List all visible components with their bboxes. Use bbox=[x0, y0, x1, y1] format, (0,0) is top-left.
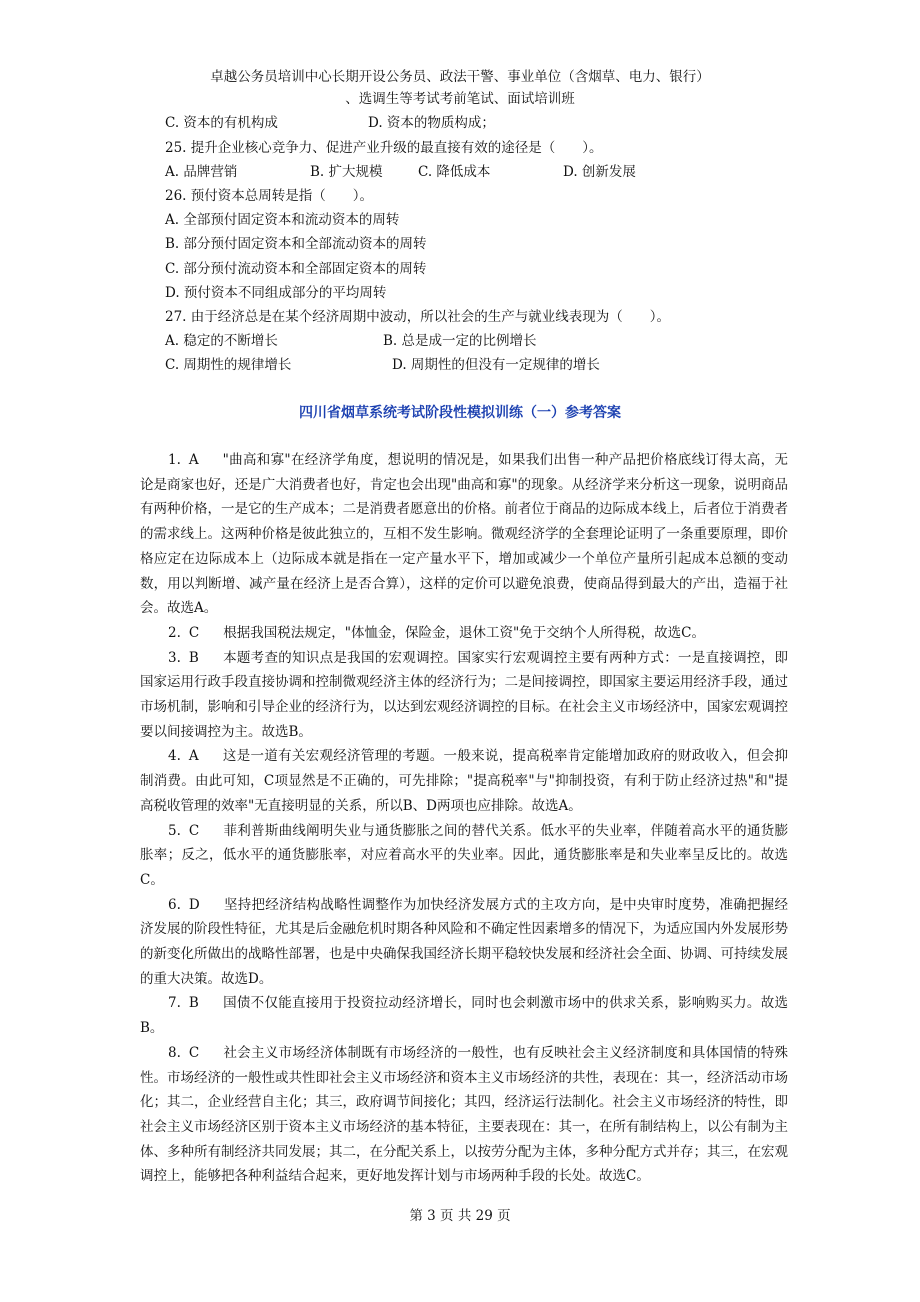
header-line-2: 、选调生等考试考前笔试、面试培训班 bbox=[345, 91, 575, 107]
q25-stem: 25. 提升企业核心竞争力、促进产业升级的最直接有效的途径是（ ）。 bbox=[165, 140, 603, 156]
answer-item: 2. C 根据我国税法规定，"体恤金，保险金，退休工资"免于交纳个人所得税，故选C。 bbox=[168, 624, 705, 641]
answer-item: 6. D 坚持把经济结构战略性调整作为加快经济发展方式的主攻方向，是中央审时度势，准确把握经济发展的阶段性特征，尤其是后金融危机时期各种风险和不确定性因素增多的情况下，为适应国内外发展形势的新变化所做出的战略性部署，也是中央确保我国经济长期平稳较快发展和经济社会全面、协调、可持续发展的重大决策。故选D。 bbox=[140, 896, 788, 987]
header-line-1: 卓越公务员培训中心长期开设公务员、政法干警、事业单位（含烟草、电力、银行） bbox=[210, 69, 710, 85]
q26-option-b: B. 部分预付固定资本和全部流动资本的周转 bbox=[165, 236, 427, 252]
q24-option-c: C. 资本的有机构成 bbox=[165, 115, 278, 131]
q26-option-d: D. 预付资本不同组成部分的平均周转 bbox=[165, 285, 387, 301]
answer-item: 3. B 本题考查的知识点是我国的宏观调控。国家实行宏观调控主要有两种方式：一是直接调控，即国家运用行政手段直接协调和控制微观经济主体的经济行为；二是间接调控，即国家主要运用经济手段，通过市场机制，影响和引导企业的经济行为，以达到宏观经济调控的目标。在社会主义市场经济中，国家宏观调控要以间接调控为主。故选B。 bbox=[140, 649, 788, 740]
answer-item: 8. C 社会主义市场经济体制既有市场经济的一般性，也有反映社会主义经济制度和具体国情的特殊性。市场经济的一般性或共性即社会主义市场经济和资本主义市场经济的共性，表现在：其一，经济活动市场化；其二，企业经营自主化；其三，政府调节间接化；其四，经济运行法制化。社会主义市场经济的特性，即社会主义市场经济区别于资本主义市场经济的基本特征，主要表现在：其一，在所有制结构上，以公有制为主体、多种所有制经济共同发展；其二，在分配关系上，以按劳分配为主体，多种分配方式并存；其三，在宏观调控上，能够把各种利益结合起来，更好地发挥计划与市场两种手段的长处。故选C。 bbox=[140, 1044, 788, 1185]
page-number: 第 3 页 共 29 页 bbox=[409, 1208, 511, 1224]
q26-stem: 26. 预付资本总周转是指（ ）。 bbox=[165, 188, 374, 204]
answer-section-title: 四川省烟草系统考试阶段性模拟训练（一）参考答案 bbox=[299, 405, 621, 421]
q27-option-d: D. 周期性的但没有一定规律的增长 bbox=[392, 357, 600, 373]
answer-item: 4. A 这是一道有关宏观经济管理的考题。一般来说，提高税率肯定能增加政府的财政收入，但会抑制消费。由此可知，C项显然是不正确的，可先排除；"提高税率"与"抑制投资，有利于防止经济过热"和"提高税收管理的效率"无直接明显的关系，所以B、D两项也应排除。故选A。 bbox=[140, 748, 788, 814]
q25-option-c: C. 降低成本 bbox=[418, 164, 491, 180]
answer-list bbox=[140, 448, 788, 1189]
q25-option-d: D. 创新发展 bbox=[563, 164, 636, 180]
q25-option-a: A. 品牌营销 bbox=[165, 164, 238, 180]
q27-option-b: B. 总是成一定的比例增长 bbox=[383, 333, 537, 349]
answer-item: 7. B 国债不仅能直接用于投资拉动经济增长，同时也会刺激市场中的供求关系，影响购买力。故选B。 bbox=[140, 995, 788, 1037]
q26-option-c: C. 部分预付流动资本和全部固定资本的周转 bbox=[165, 261, 427, 277]
q26-option-a: A. 全部预付固定资本和流动资本的周转 bbox=[165, 212, 400, 228]
page-header bbox=[140, 66, 780, 110]
answer-item: 5. C 菲利普斯曲线阐明失业与通货膨胀之间的替代关系。低水平的失业率，伴随着高水平的通货膨胀率；反之，低水平的通货膨胀率，对应着高水平的失业率。因此，通货膨胀率是和失业率呈反比的。故选C。 bbox=[140, 822, 788, 888]
q27-option-a: A. 稳定的不断增长 bbox=[165, 333, 278, 349]
q27-option-c: C. 周期性的规律增长 bbox=[165, 357, 292, 373]
q27-stem: 27. 由于经济总是在某个经济周期中波动，所以社会的生产与就业线表现为（ ）。 bbox=[165, 309, 671, 325]
q24-option-d: D. 资本的物质构成； bbox=[368, 115, 495, 131]
answer-item: 1. A "曲高和寡"在经济学角度，想说明的情况是，如果我们出售一种产品把价格底线订得太高，无论是商家也好，还是广大消费者也好，肯定也会出现"曲高和寡"的现象。从经济学来分析这一现象，说明商品有两种价格，一是它的生产成本；二是消费者愿意出的价格。前者位于商品的边际成本线上，后者位于消费者的需求线上。这两种价格是彼此独立的，互相不发生影响。微观经济学的全套理论证明了一条重要原理，即价格应定在边际成本上（边际成本就是指在一定产量水平下，增加或减少一个单位产量所引起成本总额的变动数，用以判断增、减产量在经济上是否合算），这样的定价可以避免浪费，使商品得到最大的产出，造福于社会。故选A。 bbox=[140, 452, 788, 617]
q25-option-b: B. 扩大规模 bbox=[310, 164, 383, 180]
